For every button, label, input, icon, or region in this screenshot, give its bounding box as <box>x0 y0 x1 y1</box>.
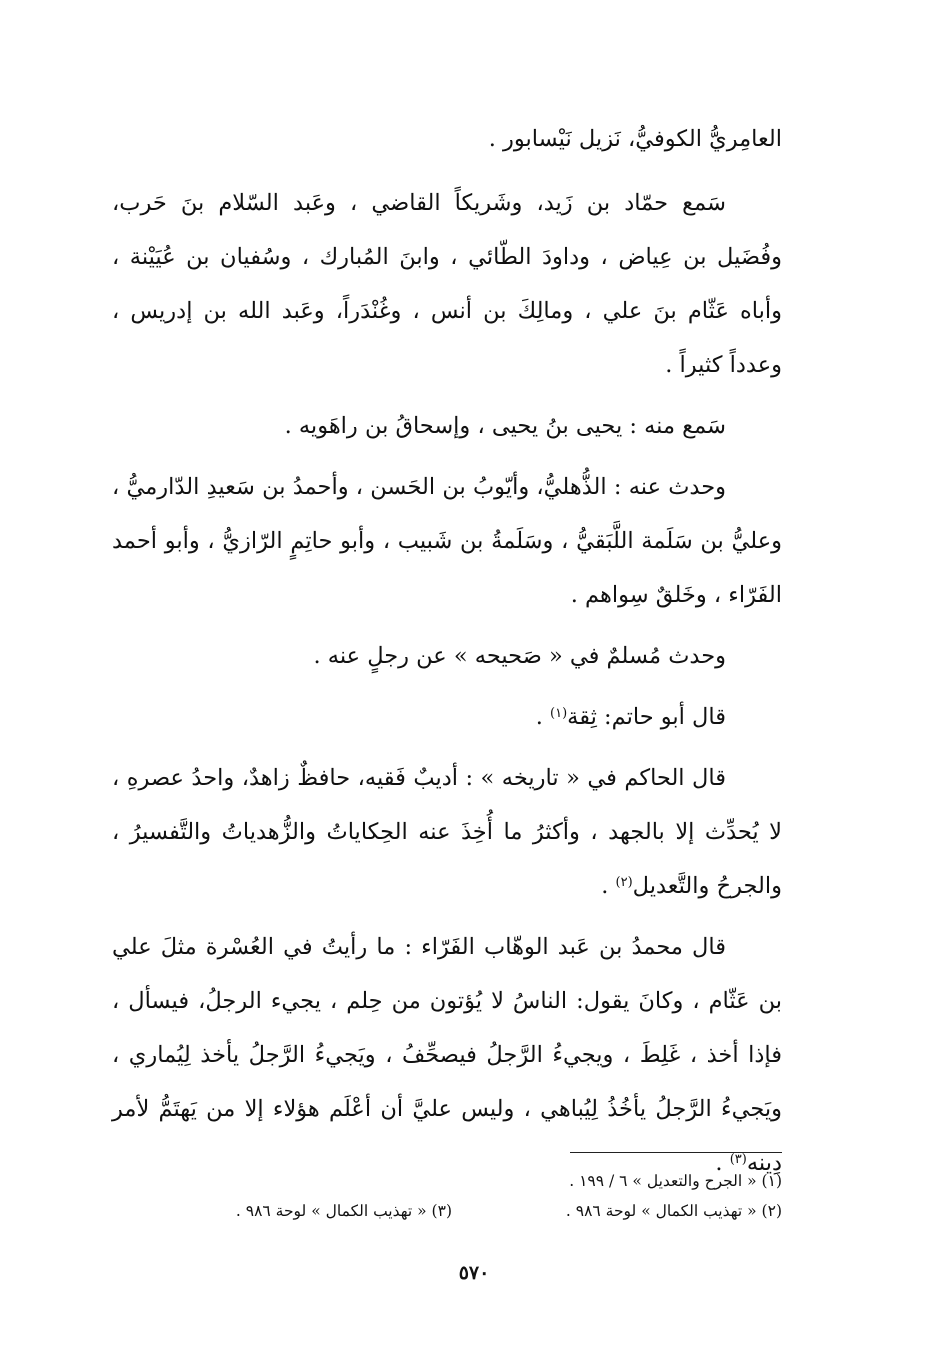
main-text <box>112 112 782 1197</box>
paragraph-7 <box>112 751 782 913</box>
paragraph-3-text: سَمع منه : يحيى بنُ يحيى ، وإسحاقُ بن راهَويه . <box>284 413 726 439</box>
footnote-row-2 <box>112 1196 782 1226</box>
paragraph-2 <box>112 176 782 392</box>
footnote-row-1 <box>112 1166 782 1196</box>
footnote-3: (٣) « تهذيب الكمال » لوحة ٩٨٦ . <box>235 1202 452 1220</box>
footnote-2: (٢) « تهذيب الكمال » لوحة ٩٨٦ . <box>565 1202 782 1220</box>
paragraph-5-text: وحدث مُسلمٌ في « صَحيحه » عن رجلٍ عنه . <box>313 643 726 669</box>
footnote-ref-2[interactable]: (٢) <box>615 875 633 890</box>
paragraph-8 <box>112 920 782 1190</box>
footnote-1: (١) « الجرح والتعديل » ٦ / ١٩٩ . <box>569 1172 782 1190</box>
footnotes <box>112 1166 782 1226</box>
paragraph-6-text: قال أبو حاتم: ثِقة <box>567 704 726 730</box>
paragraph-1 <box>112 112 782 166</box>
paragraph-5 <box>112 629 782 683</box>
paragraph-6 <box>112 690 782 744</box>
footnote-ref-3[interactable]: (٣) <box>729 1152 747 1167</box>
paragraph-6-tail: . <box>535 704 551 730</box>
paragraph-7-text: قال الحاكم في « تاريخه » : أديبٌ فَقيه، حافظٌ زاهدٌ، واحدُ عصرهِ ، لا يُحدِّث إلا بالجهد ، وأكثرُ ما أُخِذَ عنه الحِكاياتُ والزُّهدياتُ والتَّفسيرُ ، والجرحُ والتَّعديل <box>112 765 782 899</box>
paragraph-8-tail: . <box>715 1150 730 1176</box>
paragraph-8-text: قال محمدُ بن عَبد الوهّاب الفَرّاء : ما رأيتُ في العُسْرة مثلَ علي بن عَثّام ، وكانَ يقول: الناسُ لا يُؤتون من حِلم ، يجيء الرجلُ، فيسأل ، فإذا أخذ ، غَلِطَ ، ويجيءُ الرَّجلُ فيصحِّفُ ، ويَجيءُ الرَّجلُ يأخذ لِيُماري ، ويَجيءُ الرَّجلُ يأخُذُ لِيُباهي ، وليس عليَّ أن أعْلَم هؤلاء إلا من يَهتَمُّ لأمر دِينه <box>112 934 782 1176</box>
paragraph-2-text: سَمع حمّاد بن زَيد، وشَريكاً القاضي ، وعَبد السّلام بنَ حَرب، وفُضَيل بن عِياض ، وداودَ الطّائي ، وابنَ المُبارك ، وسُفيان بن عُيَيْنة ، وأباه عَثّام بنَ علي ، ومالِكَ بن أنس ، وغُنْدَراً، وعَبد الله بن إدريس ، وعدداً كثيراً . <box>112 190 782 378</box>
paragraph-1-text: العامِريُّ الكوفيُّ، نَزيل نَيْسابور . <box>488 126 782 152</box>
footnote-divider <box>570 1152 782 1153</box>
paragraph-4-text: وحدث عنه : الذُّهليُّ، وأيّوبُ بن الحَسن ، وأحمدُ بن سَعيدِ الدّارميُّ ، وعليُّ بن سَلَمة اللَّبَقيُّ ، وسَلَمةُ بن شَبيب ، وأبو حاتِمٍ الرّازيُّ ، وأبو أحمد الفَرّاء ، وخَلقٌ سِواهم . <box>112 474 782 608</box>
page-number: ٥٧٠ <box>458 1262 490 1284</box>
paragraph-7-tail: . <box>601 873 616 899</box>
footnote-ref-1[interactable]: (١) <box>550 706 568 721</box>
paragraph-3 <box>112 399 782 453</box>
paragraph-4 <box>112 460 782 622</box>
